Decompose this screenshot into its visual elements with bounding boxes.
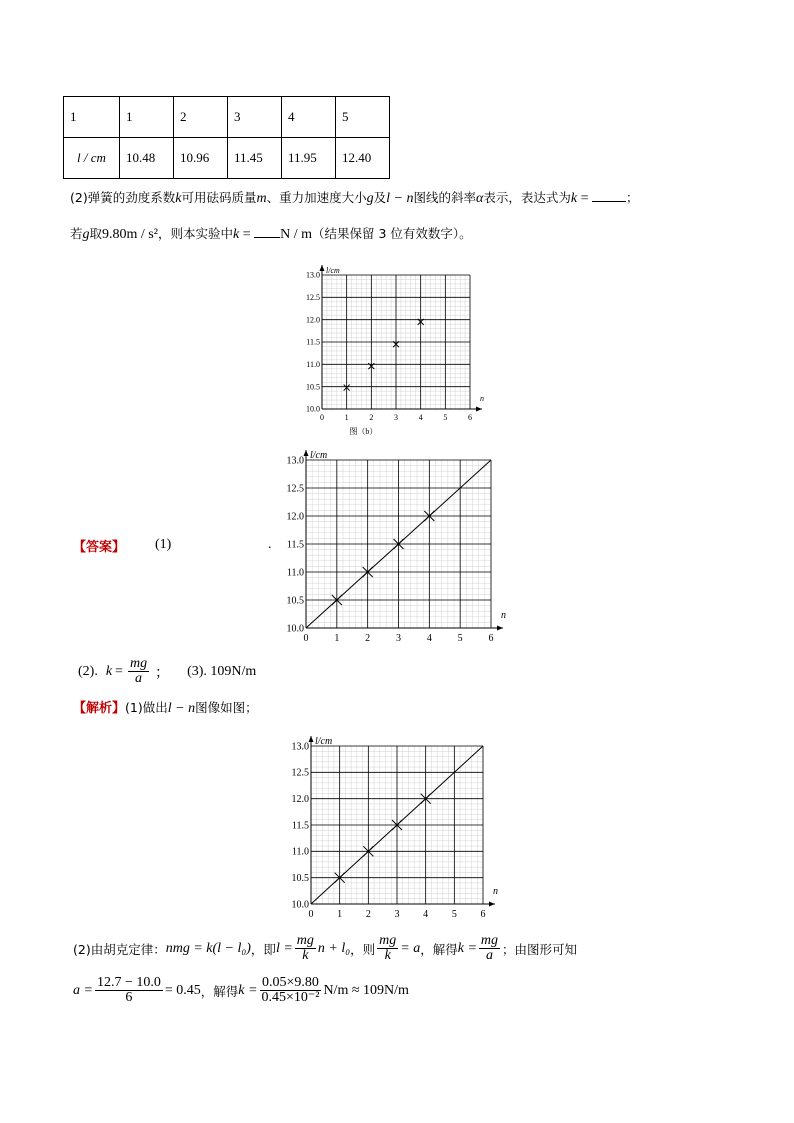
x-axis-arrow — [497, 626, 503, 631]
y-tick-label: 10.0 — [286, 623, 304, 635]
y-tick-label: 12.0 — [291, 794, 309, 805]
x-tick-label: 6 — [488, 633, 494, 642]
answer-blank — [254, 225, 280, 238]
y-axis-arrow — [320, 265, 325, 271]
fraction — [128, 657, 149, 686]
y-tick-label: 12.5 — [291, 767, 309, 779]
text: 及 — [373, 190, 387, 205]
x-tick-label: 1 — [337, 909, 343, 920]
x-tick-label: 0 — [303, 633, 309, 642]
y-tick-label: 10.5 — [291, 873, 309, 884]
text: ；由图形可知 — [502, 941, 578, 957]
y-axis-label: l/cm — [315, 736, 333, 747]
denominator: k — [384, 948, 391, 963]
text: 表示，表达式为 — [483, 190, 571, 205]
numerator: mg — [379, 933, 397, 948]
question-line-2 — [70, 224, 472, 243]
text: = — [115, 663, 123, 679]
x-tick-label: 1 — [344, 413, 349, 422]
value: 9.80m / s² — [102, 227, 158, 242]
formula: = a — [400, 940, 421, 956]
numerator: mg — [296, 933, 314, 948]
x-tick-label: 3 — [394, 413, 398, 422]
unit: N / m — [280, 227, 312, 242]
numerator: 0.05×9.80 — [261, 975, 319, 990]
x-tick-label: 3 — [396, 633, 401, 642]
y-tick-label: 11.0 — [286, 567, 304, 579]
analysis-line-2 — [73, 934, 577, 963]
answer-tag: 【答案】 — [73, 540, 126, 555]
analysis-line-1 — [73, 697, 258, 717]
symbol: l − n — [386, 191, 414, 206]
text: 取 — [89, 226, 103, 241]
question-line-1 — [70, 188, 638, 207]
y-axis-arrow — [304, 450, 309, 456]
y-tick-label: 12.0 — [286, 511, 304, 523]
formula: a = — [73, 982, 93, 998]
denominator: k — [302, 948, 309, 963]
x-axis-label: n — [480, 394, 484, 403]
x-tick-label: 0 — [308, 909, 314, 920]
text: 图线的斜率 — [413, 190, 476, 205]
numerator: 12.7 − 10.0 — [96, 975, 161, 990]
text: 可用砝码质量 — [181, 190, 257, 205]
denominator: a — [485, 948, 493, 963]
symbol: k — [175, 191, 182, 206]
formula: k = — [238, 982, 258, 998]
y-axis-label: l/cm — [326, 266, 340, 275]
chart-caption: 图（b） — [349, 427, 378, 436]
formula: n + l₀ — [317, 940, 351, 956]
x-tick-label: 3 — [394, 909, 400, 920]
answer-part-2 — [78, 657, 256, 686]
y-tick-label: 12.5 — [286, 483, 304, 495]
text: ； — [625, 190, 639, 205]
text: (2)由胡克定律： — [73, 941, 166, 957]
text: ，即 — [250, 941, 276, 957]
y-tick-label: 12.0 — [306, 315, 320, 325]
x-tick-label: 4 — [426, 633, 432, 642]
answer-dot: . — [268, 537, 272, 552]
analysis-tag: 【解析】 — [73, 701, 126, 716]
table-cell: 1 — [120, 97, 174, 138]
text: ，解得 — [200, 983, 239, 999]
y-tick-label: 11.0 — [306, 360, 320, 369]
analysis-line-3 — [73, 976, 409, 1005]
x-tick-label: 5 — [457, 633, 463, 642]
formula: N/m ≈ 109N/m — [323, 982, 409, 998]
table-cell: 10.96 — [174, 138, 228, 179]
formula: nmg = k(l − l₀) — [165, 940, 251, 956]
x-tick-label: 2 — [369, 413, 374, 422]
table-cell: 12.40 — [336, 138, 390, 179]
table-header-row — [64, 97, 390, 138]
text: ； — [155, 665, 170, 681]
numerator: mg — [129, 656, 148, 671]
fraction — [259, 976, 321, 1005]
answer-chart — [282, 442, 514, 642]
text: （结果保留 3 位有效数字）。 — [312, 226, 472, 241]
symbol: m — [256, 191, 267, 206]
table-cell: 1 — [64, 97, 120, 138]
text: (1)做出 — [125, 700, 168, 715]
answer-part-3: (3). 109N/m — [187, 663, 257, 679]
text: 图像如图； — [195, 700, 258, 715]
fraction — [377, 934, 398, 963]
formula: = 0.45 — [164, 982, 201, 998]
y-tick-label: 13.0 — [286, 455, 304, 467]
x-tick-label: 5 — [443, 413, 448, 422]
symbol: g — [366, 191, 374, 206]
x-tick-label: 2 — [365, 909, 371, 920]
x-tick-label: 0 — [320, 413, 324, 422]
answer-blank — [592, 189, 626, 202]
chart-b — [288, 262, 498, 440]
text: = — [577, 191, 592, 206]
y-axis-label: l/cm — [310, 450, 328, 461]
text: ，则 — [350, 941, 376, 957]
symbol: α — [475, 191, 484, 206]
table-cell: 11.95 — [282, 138, 336, 179]
y-tick-label: 10.0 — [291, 899, 309, 911]
x-axis-arrow — [476, 407, 482, 412]
text: (2). — [78, 663, 98, 679]
text: 若 — [70, 226, 83, 241]
y-tick-label: 11.5 — [286, 539, 304, 551]
formula: l = — [275, 940, 293, 956]
y-tick-label: 10.5 — [306, 382, 320, 392]
text: ，解得 — [420, 941, 458, 957]
y-tick-label: 10.0 — [306, 404, 320, 414]
table-row-label: l / cm — [64, 138, 120, 179]
denominator: 6 — [125, 990, 133, 1005]
analysis-chart — [278, 728, 510, 920]
x-tick-label: 2 — [365, 633, 371, 642]
data-table — [63, 96, 390, 179]
y-tick-label: 12.5 — [306, 293, 320, 302]
denominator: a — [135, 671, 143, 686]
answer-part-1: (1) — [155, 537, 172, 552]
x-axis-arrow — [489, 902, 495, 907]
numerator: mg — [480, 933, 499, 948]
symbol: g — [82, 227, 90, 242]
y-tick-label: 13.0 — [306, 270, 320, 280]
fraction — [295, 934, 316, 963]
x-tick-label: 4 — [418, 413, 423, 422]
x-tick-label: 1 — [334, 633, 340, 642]
table-cell: 10.48 — [120, 138, 174, 179]
x-tick-label: 6 — [468, 413, 472, 422]
y-tick-label: 11.0 — [291, 846, 309, 858]
text: = — [239, 227, 255, 242]
table-cell: 11.45 — [228, 138, 282, 179]
x-tick-label: 4 — [423, 909, 429, 920]
symbol: k — [105, 663, 113, 679]
symbol: k — [232, 227, 240, 242]
x-axis-label: n — [501, 610, 506, 621]
x-axis-label: n — [493, 886, 498, 897]
table-row — [64, 138, 390, 179]
text: ，则本实验中 — [157, 226, 233, 241]
text: (2)弹簧的劲度系数 — [70, 190, 176, 205]
symbol: l − n — [167, 701, 196, 716]
x-tick-label: 6 — [480, 909, 486, 920]
table-cell: 2 — [174, 97, 228, 138]
denominator: 0.45×10⁻² — [261, 990, 320, 1005]
y-axis-arrow — [309, 736, 314, 742]
formula: k = — [457, 940, 477, 956]
y-tick-label: 11.5 — [306, 337, 320, 347]
y-tick-label: 10.5 — [286, 595, 304, 607]
fraction — [479, 934, 500, 963]
text: 、重力加速度大小 — [266, 190, 367, 205]
table-cell: 5 — [336, 97, 390, 138]
y-tick-label: 13.0 — [291, 741, 309, 753]
table-cell: 3 — [228, 97, 282, 138]
symbol: k — [570, 191, 578, 206]
x-tick-label: 5 — [451, 909, 457, 920]
table-cell: 4 — [282, 97, 336, 138]
fraction — [95, 976, 163, 1005]
y-tick-label: 11.5 — [291, 820, 309, 832]
